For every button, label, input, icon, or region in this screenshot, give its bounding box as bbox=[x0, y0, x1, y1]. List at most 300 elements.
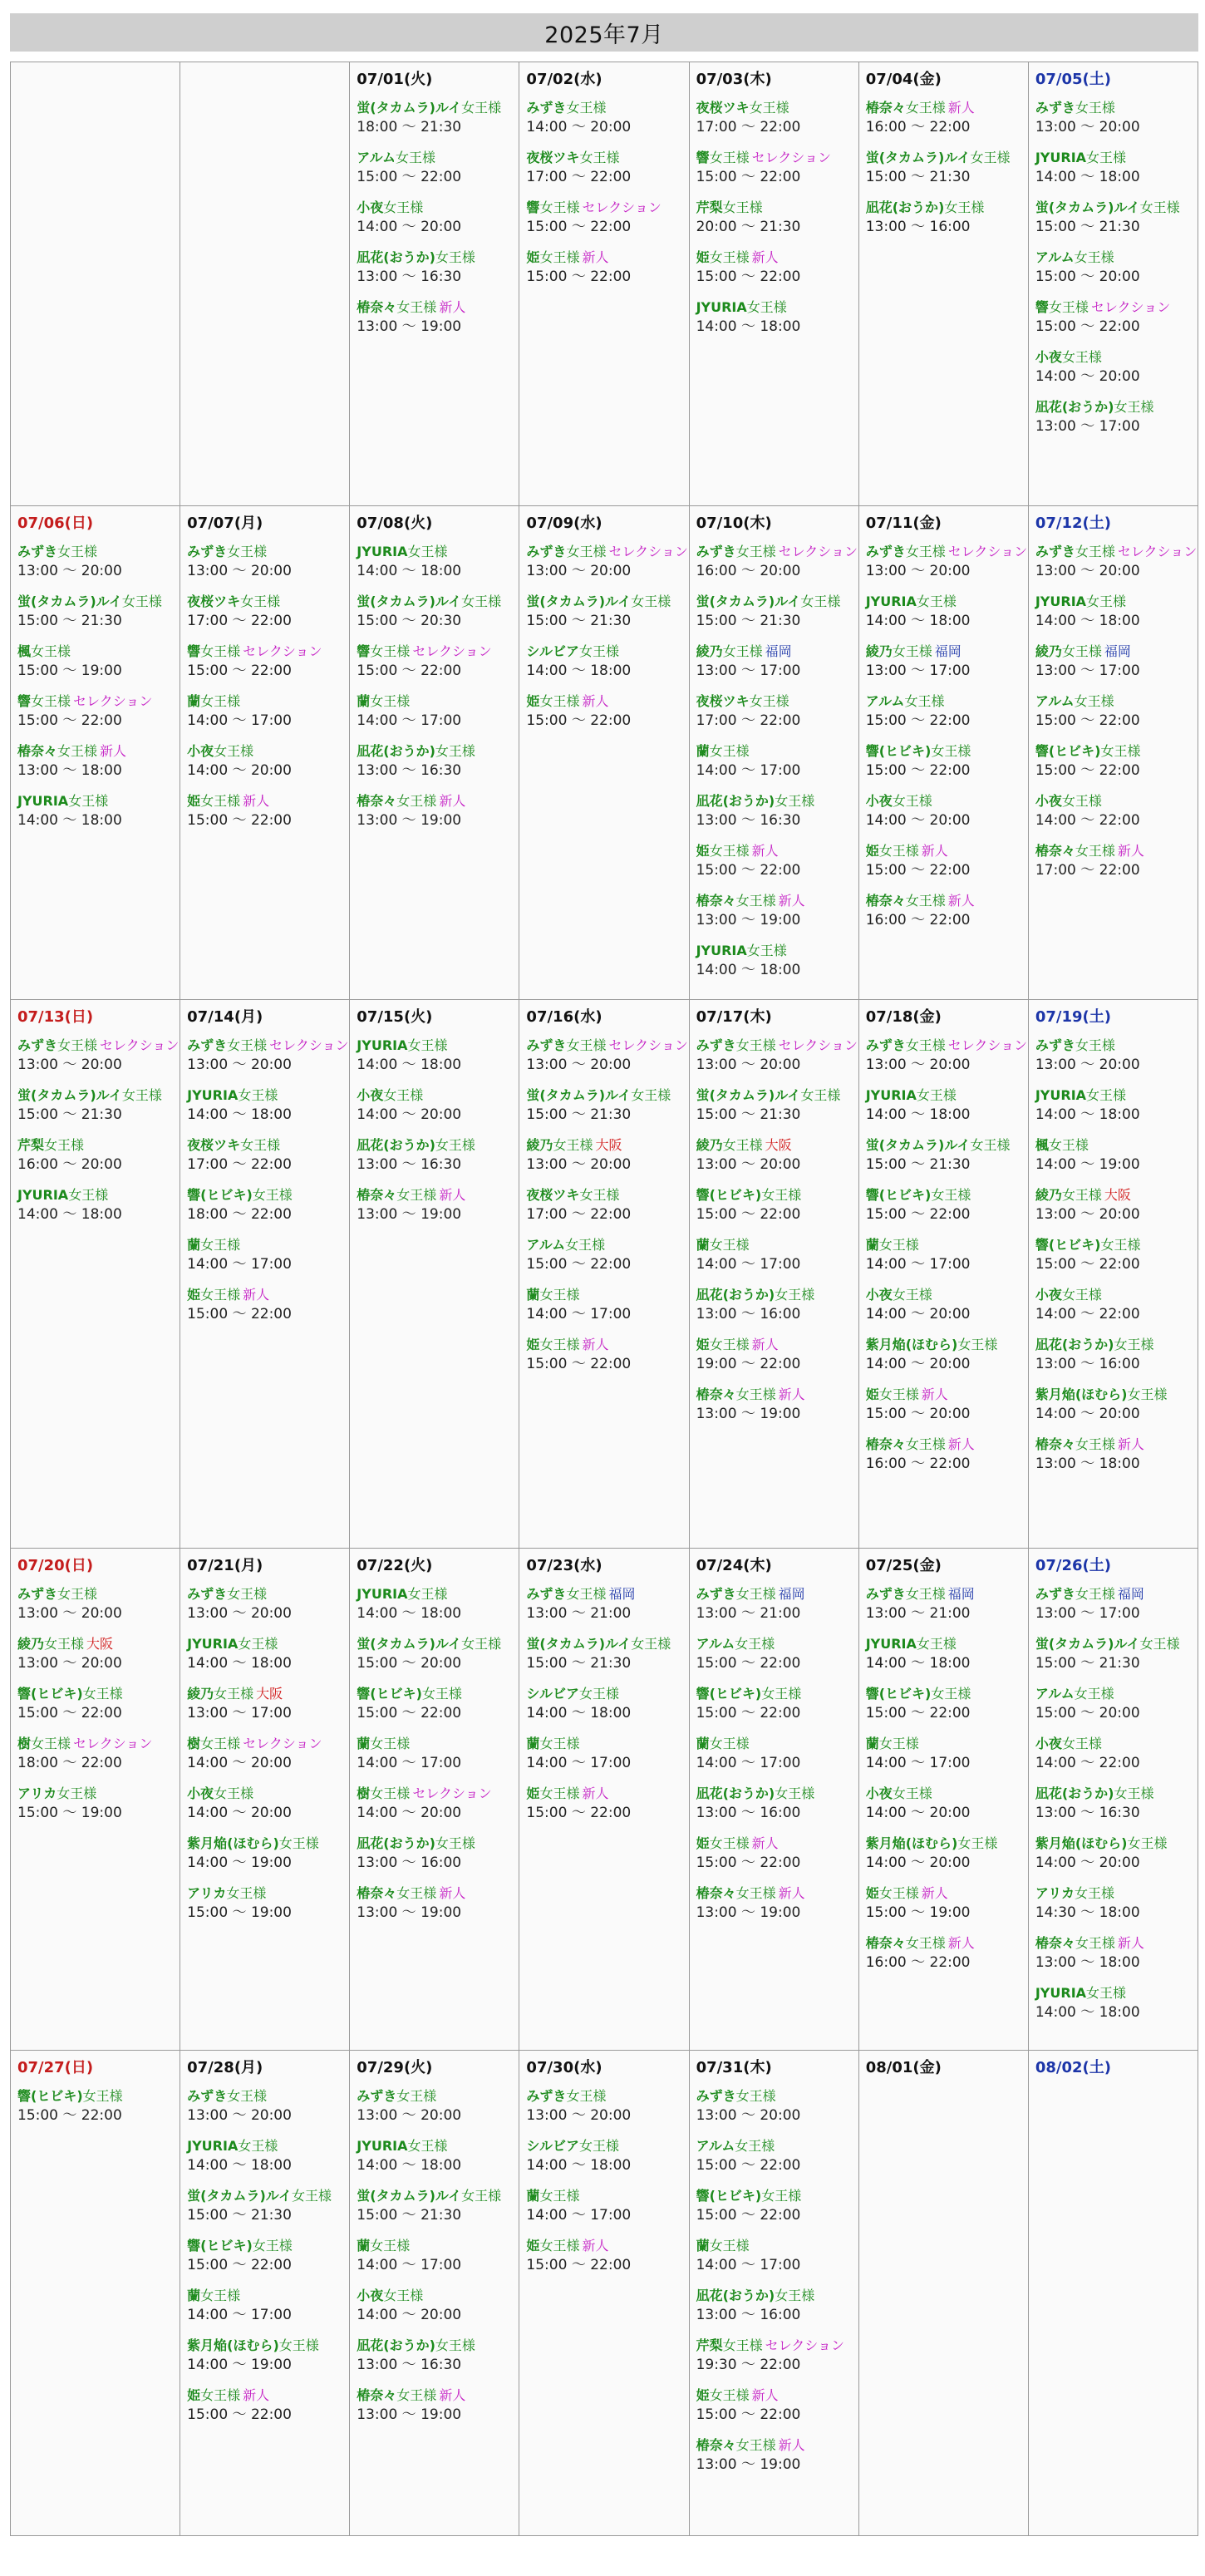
schedule-entry[interactable] bbox=[866, 643, 1025, 681]
schedule-entry[interactable] bbox=[696, 742, 855, 781]
performer-name[interactable]: 響(ヒビキ) bbox=[1035, 743, 1101, 759]
schedule-entry[interactable] bbox=[696, 792, 855, 830]
performer-name[interactable]: JYURIA bbox=[357, 1586, 408, 1602]
performer-name[interactable]: みずき bbox=[696, 544, 736, 559]
schedule-entry[interactable] bbox=[187, 593, 346, 631]
performer-name[interactable]: アルム bbox=[526, 1237, 566, 1253]
performer-name[interactable]: 響(ヒビキ) bbox=[865, 1187, 932, 1203]
performer-name[interactable]: 蘭 bbox=[696, 743, 710, 759]
performer-name[interactable]: JYURIA bbox=[1035, 1087, 1087, 1103]
schedule-entry[interactable] bbox=[17, 1635, 176, 1673]
performer-name[interactable]: 小夜 bbox=[1035, 349, 1062, 365]
schedule-entry[interactable] bbox=[187, 1884, 346, 1923]
performer-name[interactable]: 蛍(タカムラ)ルイ bbox=[526, 1636, 632, 1652]
schedule-entry[interactable] bbox=[1035, 298, 1194, 337]
schedule-entry[interactable] bbox=[866, 1884, 1025, 1923]
performer-name[interactable]: 蘭 bbox=[357, 1736, 371, 1751]
performer-name[interactable]: 凪花(おうか) bbox=[865, 199, 945, 215]
performer-name[interactable]: 椿奈々 bbox=[696, 893, 736, 909]
performer-name[interactable]: 小夜 bbox=[865, 1785, 893, 1801]
schedule-entry[interactable] bbox=[866, 149, 1025, 187]
performer-name[interactable]: 姫 bbox=[696, 1337, 710, 1352]
performer-name[interactable]: 椿奈々 bbox=[1035, 843, 1075, 859]
performer-name[interactable]: 蛍(タカムラ)ルイ bbox=[696, 594, 801, 609]
schedule-entry[interactable] bbox=[696, 298, 855, 337]
performer-name[interactable]: JYURIA bbox=[696, 943, 747, 958]
schedule-entry[interactable] bbox=[357, 1037, 515, 1075]
performer-name[interactable]: 凪花(おうか) bbox=[696, 2288, 775, 2303]
performer-name[interactable]: 小夜 bbox=[357, 199, 384, 215]
schedule-entry[interactable] bbox=[696, 99, 855, 137]
performer-name[interactable]: 凪花(おうか) bbox=[357, 2337, 435, 2353]
performer-name[interactable]: JYURIA bbox=[1035, 1985, 1087, 2001]
performer-name[interactable]: 響(ヒビキ) bbox=[696, 1686, 762, 1702]
schedule-entry[interactable] bbox=[1035, 1386, 1194, 1424]
schedule-entry[interactable] bbox=[696, 1186, 855, 1224]
performer-name[interactable]: 姫 bbox=[696, 1835, 710, 1851]
schedule-entry[interactable] bbox=[696, 199, 855, 237]
schedule-entry[interactable] bbox=[17, 1186, 176, 1224]
schedule-entry[interactable] bbox=[1035, 842, 1194, 880]
schedule-entry[interactable] bbox=[1035, 1186, 1194, 1224]
schedule-entry[interactable] bbox=[17, 1735, 176, 1773]
schedule-entry[interactable] bbox=[526, 1186, 685, 1224]
schedule-entry[interactable] bbox=[696, 692, 855, 731]
schedule-entry[interactable] bbox=[696, 1585, 855, 1623]
schedule-entry[interactable] bbox=[1035, 199, 1194, 237]
performer-name[interactable]: アリカ bbox=[187, 1885, 227, 1901]
schedule-entry[interactable] bbox=[696, 2237, 855, 2275]
performer-name[interactable]: 姫 bbox=[187, 2387, 201, 2403]
schedule-entry[interactable] bbox=[1035, 742, 1194, 781]
schedule-entry[interactable] bbox=[357, 543, 515, 581]
schedule-entry[interactable] bbox=[696, 2087, 855, 2125]
performer-name[interactable]: 綾乃 bbox=[526, 1137, 553, 1153]
performer-name[interactable]: 姫 bbox=[526, 1785, 540, 1801]
schedule-entry[interactable] bbox=[866, 1236, 1025, 1274]
schedule-entry[interactable] bbox=[187, 2087, 346, 2125]
schedule-entry[interactable] bbox=[696, 643, 855, 681]
performer-name[interactable]: 姫 bbox=[526, 1337, 540, 1352]
performer-name[interactable]: アルム bbox=[865, 693, 905, 709]
performer-name[interactable]: 椿奈々 bbox=[17, 743, 58, 759]
performer-name[interactable]: 椿奈々 bbox=[865, 1436, 906, 1452]
schedule-entry[interactable] bbox=[357, 1735, 515, 1773]
performer-name[interactable]: 蘭 bbox=[187, 693, 201, 709]
schedule-entry[interactable] bbox=[696, 1635, 855, 1673]
performer-name[interactable]: 姫 bbox=[696, 249, 710, 265]
performer-name[interactable]: 小夜 bbox=[1035, 793, 1062, 809]
schedule-entry[interactable] bbox=[526, 1286, 685, 1324]
schedule-entry[interactable] bbox=[357, 742, 515, 781]
performer-name[interactable]: 蛍(タカムラ)ルイ bbox=[17, 1087, 122, 1103]
performer-name[interactable]: アリカ bbox=[17, 1785, 57, 1801]
schedule-entry[interactable] bbox=[696, 1386, 855, 1424]
schedule-entry[interactable] bbox=[357, 1884, 515, 1923]
schedule-entry[interactable] bbox=[1035, 1086, 1194, 1125]
performer-name[interactable]: 姫 bbox=[187, 793, 201, 809]
performer-name[interactable]: 蘭 bbox=[526, 1736, 540, 1751]
schedule-entry[interactable] bbox=[357, 199, 515, 237]
schedule-entry[interactable] bbox=[17, 2087, 176, 2125]
performer-name[interactable]: 姫 bbox=[865, 843, 879, 859]
performer-name[interactable]: 蛍(タカムラ)ルイ bbox=[357, 2188, 462, 2204]
performer-name[interactable]: JYURIA bbox=[357, 2138, 408, 2154]
schedule-entry[interactable] bbox=[866, 1436, 1025, 1474]
performer-name[interactable]: 紫月焔(ほむら) bbox=[1035, 1387, 1128, 1402]
performer-name[interactable]: 凪花(おうか) bbox=[696, 793, 775, 809]
schedule-entry[interactable] bbox=[357, 1785, 515, 1823]
schedule-entry[interactable] bbox=[1035, 1884, 1194, 1923]
schedule-entry[interactable] bbox=[696, 1735, 855, 1773]
schedule-entry[interactable] bbox=[866, 1186, 1025, 1224]
schedule-entry[interactable] bbox=[866, 1685, 1025, 1723]
performer-name[interactable]: みずき bbox=[17, 1037, 58, 1053]
performer-name[interactable]: 姫 bbox=[696, 2387, 710, 2403]
performer-name[interactable]: みずき bbox=[1035, 1586, 1075, 1602]
schedule-entry[interactable] bbox=[526, 1037, 688, 1075]
schedule-entry[interactable] bbox=[357, 2386, 515, 2425]
performer-name[interactable]: みずき bbox=[357, 2088, 397, 2104]
performer-name[interactable]: アルム bbox=[1035, 1686, 1075, 1702]
performer-name[interactable]: みずき bbox=[187, 2088, 228, 2104]
schedule-entry[interactable] bbox=[696, 2187, 855, 2225]
schedule-entry[interactable] bbox=[866, 1286, 1025, 1324]
performer-name[interactable]: JYURIA bbox=[696, 299, 747, 315]
schedule-entry[interactable] bbox=[187, 1136, 346, 1175]
schedule-entry[interactable] bbox=[526, 1685, 685, 1723]
schedule-entry[interactable] bbox=[357, 1136, 515, 1175]
schedule-entry[interactable] bbox=[696, 1136, 855, 1175]
schedule-entry[interactable] bbox=[1035, 1136, 1194, 1175]
schedule-entry[interactable] bbox=[187, 742, 346, 781]
schedule-entry[interactable] bbox=[1035, 1436, 1194, 1474]
performer-name[interactable]: 蘭 bbox=[696, 2238, 710, 2253]
schedule-entry[interactable] bbox=[866, 842, 1025, 880]
schedule-entry[interactable] bbox=[866, 1635, 1025, 1673]
performer-name[interactable]: 小夜 bbox=[187, 743, 214, 759]
schedule-entry[interactable] bbox=[357, 692, 515, 731]
schedule-entry[interactable] bbox=[1035, 692, 1194, 731]
performer-name[interactable]: 蛍(タカムラ)ルイ bbox=[1035, 199, 1140, 215]
performer-name[interactable]: JYURIA bbox=[1035, 150, 1087, 165]
performer-name[interactable]: 綾乃 bbox=[1035, 1187, 1062, 1203]
schedule-entry[interactable] bbox=[526, 593, 685, 631]
schedule-entry[interactable] bbox=[866, 1386, 1025, 1424]
schedule-entry[interactable] bbox=[1035, 1336, 1194, 1374]
schedule-entry[interactable] bbox=[696, 2287, 855, 2325]
performer-name[interactable]: みずき bbox=[17, 544, 58, 559]
schedule-entry[interactable] bbox=[866, 1336, 1025, 1374]
performer-name[interactable]: 椿奈々 bbox=[357, 793, 397, 809]
schedule-entry[interactable] bbox=[357, 149, 515, 187]
schedule-entry[interactable] bbox=[357, 643, 515, 681]
schedule-entry[interactable] bbox=[696, 543, 858, 581]
performer-name[interactable]: 響(ヒビキ) bbox=[17, 2088, 83, 2104]
schedule-entry[interactable] bbox=[357, 2237, 515, 2275]
performer-name[interactable]: アルム bbox=[1035, 249, 1075, 265]
performer-name[interactable]: 蘭 bbox=[187, 1237, 201, 1253]
performer-name[interactable]: みずき bbox=[187, 1586, 228, 1602]
performer-name[interactable]: JYURIA bbox=[865, 1087, 917, 1103]
performer-name[interactable]: 姫 bbox=[526, 2238, 540, 2253]
schedule-entry[interactable] bbox=[526, 643, 685, 681]
performer-name[interactable]: 椿奈々 bbox=[357, 1187, 397, 1203]
performer-name[interactable]: アルム bbox=[696, 2138, 735, 2154]
schedule-entry[interactable] bbox=[1035, 1934, 1194, 1973]
performer-name[interactable]: 蛍(タカムラ)ルイ bbox=[526, 594, 632, 609]
schedule-entry[interactable] bbox=[1035, 1835, 1194, 1873]
performer-name[interactable]: 楓 bbox=[1035, 1137, 1049, 1153]
performer-name[interactable]: 楓 bbox=[17, 643, 32, 659]
performer-name[interactable]: 響(ヒビキ) bbox=[17, 1686, 83, 1702]
performer-name[interactable]: 蘭 bbox=[526, 1287, 540, 1303]
schedule-entry[interactable] bbox=[17, 1585, 176, 1623]
schedule-entry[interactable] bbox=[187, 792, 346, 830]
schedule-entry[interactable] bbox=[526, 199, 685, 237]
performer-name[interactable]: 蘭 bbox=[696, 1237, 710, 1253]
schedule-entry[interactable] bbox=[187, 1086, 346, 1125]
performer-name[interactable]: みずき bbox=[526, 1037, 567, 1053]
performer-name[interactable]: 蛍(タカムラ)ルイ bbox=[526, 1087, 632, 1103]
schedule-entry[interactable] bbox=[1035, 398, 1194, 436]
schedule-entry[interactable] bbox=[866, 1785, 1025, 1823]
performer-name[interactable]: 蛍(タカムラ)ルイ bbox=[357, 594, 462, 609]
performer-name[interactable]: 蘭 bbox=[696, 1736, 710, 1751]
schedule-entry[interactable] bbox=[696, 249, 855, 287]
performer-name[interactable]: 椿奈々 bbox=[1035, 1935, 1075, 1951]
schedule-entry[interactable] bbox=[1035, 1984, 1194, 2022]
schedule-entry[interactable] bbox=[1035, 1236, 1194, 1274]
performer-name[interactable]: JYURIA bbox=[357, 544, 408, 559]
performer-name[interactable]: アルム bbox=[696, 1636, 735, 1652]
schedule-entry[interactable] bbox=[866, 593, 1025, 631]
performer-name[interactable]: 夜桜ツキ bbox=[696, 100, 750, 116]
performer-name[interactable]: 蘭 bbox=[357, 693, 371, 709]
schedule-entry[interactable] bbox=[17, 1037, 180, 1075]
performer-name[interactable]: JYURIA bbox=[187, 1087, 239, 1103]
performer-name[interactable]: JYURIA bbox=[187, 1636, 239, 1652]
performer-name[interactable]: 蛍(タカムラ)ルイ bbox=[865, 150, 971, 165]
schedule-entry[interactable] bbox=[526, 99, 685, 137]
schedule-entry[interactable] bbox=[696, 2337, 855, 2375]
performer-name[interactable]: JYURIA bbox=[187, 2138, 239, 2154]
performer-name[interactable]: 夜桜ツキ bbox=[187, 1137, 241, 1153]
schedule-entry[interactable] bbox=[187, 2237, 346, 2275]
performer-name[interactable]: 小夜 bbox=[1035, 1287, 1062, 1303]
performer-name[interactable]: 姫 bbox=[865, 1387, 879, 1402]
schedule-entry[interactable] bbox=[526, 1236, 685, 1274]
performer-name[interactable]: 小夜 bbox=[1035, 1736, 1062, 1751]
schedule-entry[interactable] bbox=[696, 1236, 855, 1274]
schedule-entry[interactable] bbox=[526, 2187, 685, 2225]
schedule-entry[interactable] bbox=[696, 2386, 855, 2425]
schedule-entry[interactable] bbox=[526, 1635, 685, 1673]
performer-name[interactable]: 響(ヒビキ) bbox=[865, 1686, 932, 1702]
schedule-entry[interactable] bbox=[526, 692, 685, 731]
performer-name[interactable]: 姫 bbox=[865, 1885, 879, 1901]
schedule-entry[interactable] bbox=[696, 842, 855, 880]
performer-name[interactable]: 椿奈々 bbox=[865, 1935, 906, 1951]
performer-name[interactable]: シルビア bbox=[526, 2138, 580, 2154]
schedule-entry[interactable] bbox=[357, 249, 515, 287]
schedule-entry[interactable] bbox=[696, 1086, 855, 1125]
schedule-entry[interactable] bbox=[526, 1136, 685, 1175]
performer-name[interactable]: 椿奈々 bbox=[1035, 1436, 1075, 1452]
schedule-entry[interactable] bbox=[1035, 1735, 1194, 1773]
performer-name[interactable]: みずき bbox=[17, 1586, 58, 1602]
schedule-entry[interactable] bbox=[1035, 643, 1194, 681]
schedule-entry[interactable] bbox=[357, 2137, 515, 2175]
schedule-entry[interactable] bbox=[696, 1286, 855, 1324]
schedule-entry[interactable] bbox=[357, 2187, 515, 2225]
schedule-entry[interactable] bbox=[526, 1336, 685, 1374]
schedule-entry[interactable] bbox=[866, 742, 1025, 781]
performer-name[interactable]: 姫 bbox=[187, 1287, 201, 1303]
performer-name[interactable]: 綾乃 bbox=[696, 1137, 723, 1153]
schedule-entry[interactable] bbox=[526, 1735, 685, 1773]
schedule-entry[interactable] bbox=[866, 1136, 1025, 1175]
schedule-entry[interactable] bbox=[526, 1585, 685, 1623]
performer-name[interactable]: 椿奈々 bbox=[357, 299, 397, 315]
performer-name[interactable]: 響(ヒビキ) bbox=[696, 1187, 762, 1203]
performer-name[interactable]: みずき bbox=[1035, 1037, 1075, 1053]
schedule-entry[interactable] bbox=[187, 1835, 346, 1873]
schedule-entry[interactable] bbox=[1035, 593, 1194, 631]
performer-name[interactable]: みずき bbox=[526, 2088, 567, 2104]
schedule-entry[interactable] bbox=[17, 1785, 176, 1823]
schedule-entry[interactable] bbox=[696, 892, 855, 930]
performer-name[interactable]: 芹梨 bbox=[17, 1137, 45, 1153]
schedule-entry[interactable] bbox=[187, 1735, 346, 1773]
performer-name[interactable]: 蛍(タカムラ)ルイ bbox=[357, 100, 462, 116]
performer-name[interactable]: みずき bbox=[526, 1586, 567, 1602]
schedule-entry[interactable] bbox=[866, 1835, 1025, 1873]
schedule-entry[interactable] bbox=[357, 1086, 515, 1125]
performer-name[interactable]: 蘭 bbox=[865, 1736, 879, 1751]
performer-name[interactable]: 響(ヒビキ) bbox=[696, 2188, 762, 2204]
performer-name[interactable]: 姫 bbox=[696, 843, 710, 859]
schedule-entry[interactable] bbox=[357, 2287, 515, 2325]
schedule-entry[interactable] bbox=[1035, 1585, 1194, 1623]
performer-name[interactable]: 小夜 bbox=[865, 793, 893, 809]
schedule-entry[interactable] bbox=[526, 1785, 685, 1823]
performer-name[interactable]: 響 bbox=[526, 199, 540, 215]
performer-name[interactable]: 椿奈々 bbox=[696, 2437, 736, 2453]
schedule-entry[interactable] bbox=[357, 792, 515, 830]
schedule-entry[interactable] bbox=[696, 1785, 855, 1823]
performer-name[interactable]: 夜桜ツキ bbox=[187, 594, 241, 609]
performer-name[interactable]: 響(ヒビキ) bbox=[187, 2238, 253, 2253]
performer-name[interactable]: 凪花(おうか) bbox=[1035, 1337, 1114, 1352]
performer-name[interactable]: 夜桜ツキ bbox=[526, 1187, 580, 1203]
performer-name[interactable]: 椿奈々 bbox=[696, 1387, 736, 1402]
performer-name[interactable]: 椿奈々 bbox=[865, 100, 906, 116]
performer-name[interactable]: みずき bbox=[696, 2088, 736, 2104]
schedule-entry[interactable] bbox=[357, 2087, 515, 2125]
schedule-entry[interactable] bbox=[866, 199, 1025, 237]
performer-name[interactable]: 椿奈々 bbox=[357, 1885, 397, 1901]
schedule-entry[interactable] bbox=[17, 593, 176, 631]
schedule-entry[interactable] bbox=[17, 742, 176, 781]
performer-name[interactable]: シルビア bbox=[526, 643, 580, 659]
schedule-entry[interactable] bbox=[187, 692, 346, 731]
schedule-entry[interactable] bbox=[357, 2337, 515, 2375]
performer-name[interactable]: 蛍(タカムラ)ルイ bbox=[865, 1137, 971, 1153]
schedule-entry[interactable] bbox=[1035, 249, 1194, 287]
performer-name[interactable]: 椿奈々 bbox=[357, 2387, 397, 2403]
schedule-entry[interactable] bbox=[526, 2087, 685, 2125]
performer-name[interactable]: みずき bbox=[865, 1037, 906, 1053]
schedule-entry[interactable] bbox=[696, 1835, 855, 1873]
schedule-entry[interactable] bbox=[866, 1086, 1025, 1125]
performer-name[interactable]: 綾乃 bbox=[187, 1686, 214, 1702]
performer-name[interactable]: 響 bbox=[187, 643, 201, 659]
schedule-entry[interactable] bbox=[187, 1037, 349, 1075]
performer-name[interactable]: 紫月焔(ほむら) bbox=[865, 1337, 958, 1352]
schedule-entry[interactable] bbox=[866, 1585, 1025, 1623]
schedule-entry[interactable] bbox=[187, 1635, 346, 1673]
schedule-entry[interactable] bbox=[526, 1086, 685, 1125]
schedule-entry[interactable] bbox=[187, 2187, 346, 2225]
performer-name[interactable]: JYURIA bbox=[17, 1187, 69, 1203]
performer-name[interactable]: JYURIA bbox=[17, 793, 69, 809]
schedule-entry[interactable] bbox=[866, 1735, 1025, 1773]
performer-name[interactable]: 紫月焔(ほむら) bbox=[187, 2337, 279, 2353]
performer-name[interactable]: みずき bbox=[696, 1037, 736, 1053]
performer-name[interactable]: 樹 bbox=[357, 1785, 371, 1801]
performer-name[interactable]: 蛍(タカムラ)ルイ bbox=[17, 594, 122, 609]
performer-name[interactable]: JYURIA bbox=[865, 594, 917, 609]
schedule-entry[interactable] bbox=[357, 1186, 515, 1224]
schedule-entry[interactable] bbox=[357, 298, 515, 337]
performer-name[interactable]: 響(ヒビキ) bbox=[187, 1187, 253, 1203]
schedule-entry[interactable] bbox=[1035, 1685, 1194, 1723]
performer-name[interactable]: 樹 bbox=[187, 1736, 201, 1751]
performer-name[interactable]: JYURIA bbox=[1035, 594, 1087, 609]
performer-name[interactable]: 凪花(おうか) bbox=[357, 1137, 435, 1153]
schedule-entry[interactable] bbox=[696, 1884, 855, 1923]
performer-name[interactable]: 紫月焔(ほむら) bbox=[187, 1835, 279, 1851]
performer-name[interactable]: JYURIA bbox=[357, 1037, 408, 1053]
schedule-entry[interactable] bbox=[866, 792, 1025, 830]
schedule-entry[interactable] bbox=[17, 1086, 176, 1125]
schedule-entry[interactable] bbox=[866, 692, 1025, 731]
performer-name[interactable]: 蘭 bbox=[865, 1237, 879, 1253]
performer-name[interactable]: 凪花(おうか) bbox=[696, 1287, 775, 1303]
schedule-entry[interactable] bbox=[357, 1585, 515, 1623]
schedule-entry[interactable] bbox=[17, 1685, 176, 1723]
schedule-entry[interactable] bbox=[866, 99, 1025, 137]
schedule-entry[interactable] bbox=[1035, 99, 1194, 137]
performer-name[interactable]: みずき bbox=[187, 1037, 228, 1053]
performer-name[interactable]: アリカ bbox=[1035, 1885, 1075, 1901]
performer-name[interactable]: シルビア bbox=[526, 1686, 580, 1702]
schedule-entry[interactable] bbox=[357, 1685, 515, 1723]
schedule-entry[interactable] bbox=[187, 2337, 346, 2375]
schedule-entry[interactable] bbox=[187, 1186, 346, 1224]
performer-name[interactable]: 小夜 bbox=[865, 1287, 893, 1303]
schedule-entry[interactable] bbox=[357, 593, 515, 631]
performer-name[interactable]: 凪花(おうか) bbox=[357, 743, 435, 759]
schedule-entry[interactable] bbox=[526, 2237, 685, 2275]
performer-name[interactable]: 夜桜ツキ bbox=[526, 150, 580, 165]
performer-name[interactable]: アルム bbox=[1035, 693, 1075, 709]
schedule-entry[interactable] bbox=[696, 593, 855, 631]
performer-name[interactable]: 椿奈々 bbox=[696, 1885, 736, 1901]
schedule-entry[interactable] bbox=[865, 543, 1028, 581]
schedule-entry[interactable] bbox=[526, 249, 685, 287]
